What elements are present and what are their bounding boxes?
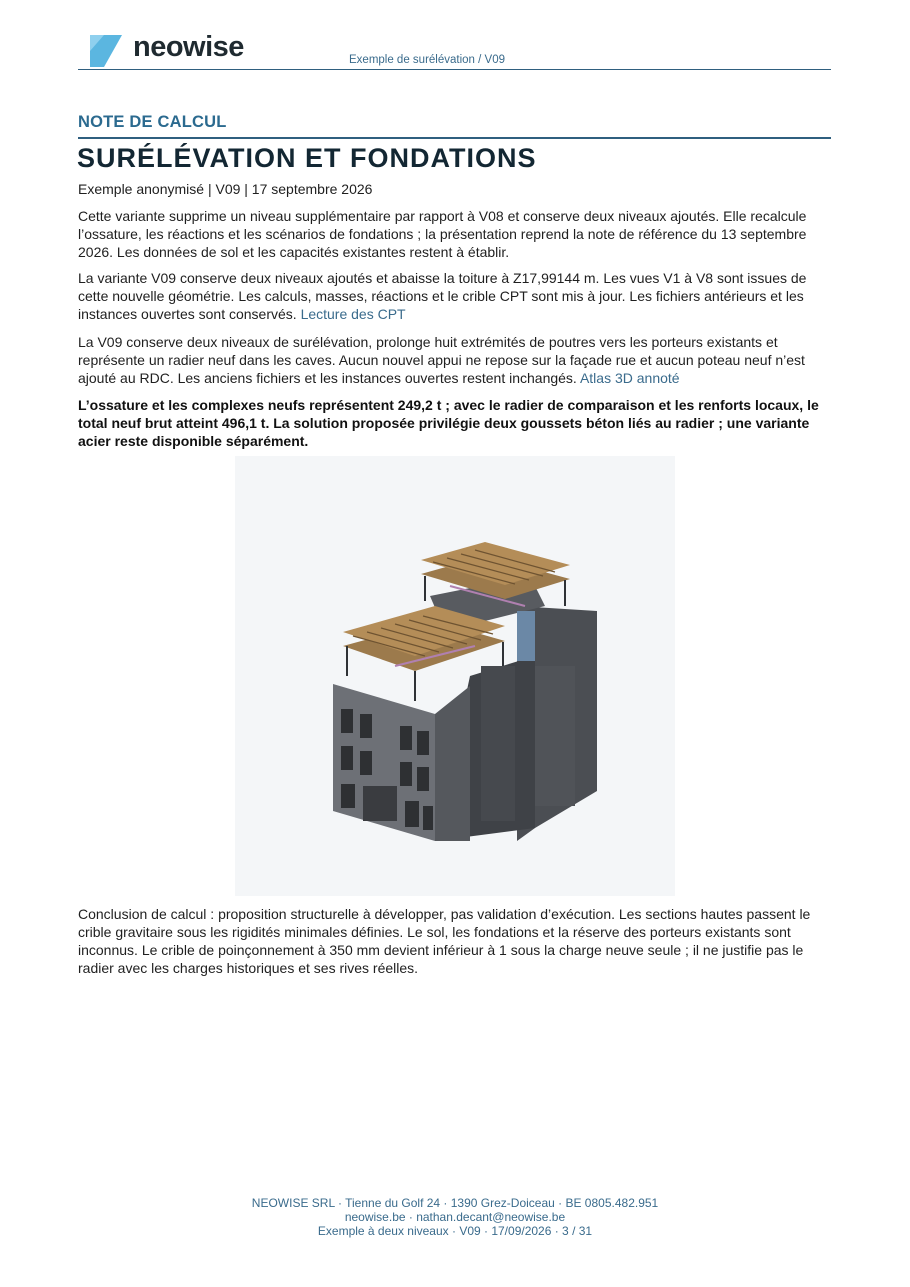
link-cpt[interactable]: Lecture des CPT <box>300 306 406 322</box>
kicker-divider <box>78 137 831 139</box>
paragraph-intro <box>78 207 832 261</box>
neowise-logo-mark-icon <box>90 35 122 67</box>
paragraph-conclusion: Conclusion de calcul : proposition structurelle à développer, pas validation d’exécution. Les sections hautes passent le crible gravitaire sous les rigidités minimales définies. Le sol, les fondations et la réserve des porteurs existants sont inconnus. Le crible de poinçonnement à 350 mm devient inférieur à 1 sous la charge neuve seule ; il ne justifie pas le radier avec les charges historiques et ses rives réelles. <box>78 906 811 976</box>
footer-company-line: NEOWISE SRL · Tienne du Golf 24 · 1390 Grez-Doiceau · BE 0805.482.951 <box>251 1196 659 1210</box>
footer-page-line: Exemple à deux niveaux · V09 · 17/09/2026 · 3 / 31 <box>317 1224 593 1238</box>
link-atlas-3d[interactable]: Atlas 3D annoté <box>579 370 680 386</box>
page-header <box>78 28 831 70</box>
brand-name: neowise <box>133 31 244 63</box>
building-3d-figure <box>235 456 675 896</box>
paragraph-variant <box>78 269 832 323</box>
document-meta: Exemple anonymisé | V09 | 17 septembre 2026 <box>78 181 373 197</box>
running-title: Exemple de surélévation / V09 <box>349 54 505 66</box>
page-footer <box>0 1196 910 1238</box>
paragraph-variant-text: La variante V09 conserve deux niveaux ajoutés et abaisse la toiture à Z17,99144 m. Les vues V1 à V8 sont issues de cette nouvelle géométrie. Les calculs, masses, réactions et le crible CPT sont mis à jour. Les fichiers antérieurs et les instances ouvertes sont conservés. <box>78 270 807 322</box>
paragraph-structure <box>78 333 832 387</box>
paragraph-intro-text: Cette variante supprime un niveau supplémentaire par rapport à V08 et conserve deux niveaux ajoutés. Elle recalcule l’ossature, les réactions et les scénarios de fondations ; la présentation reprend la note de référence du 13 septembre 2026. Les données de sol et les capacités existantes restent à établir. <box>78 208 807 260</box>
footer-contact-line: neowise.be · nathan.decant@neowise.be <box>344 1210 566 1224</box>
building-3d-model-image <box>235 456 675 896</box>
neowise-logo <box>90 31 270 67</box>
section-kicker: NOTE DE CALCUL <box>78 113 227 131</box>
paragraph-structure-text: La V09 conserve deux niveaux de surélévation, prolonge huit extrémités de poutres vers les porteurs existants et représente un radier neuf dans les caves. Aucun nouvel appui ne repose sur la façade rue et aucun poteau neuf n’est ajouté au RDC. Les anciens fichiers et les instances ouvertes restent inchangés. <box>78 334 805 386</box>
page-title: SURÉLÉVATION ET FONDATIONS <box>77 143 537 173</box>
paragraph-summary-bold: L’ossature et les complexes neufs représentent 249,2 t ; avec le radier de comparaison et les renforts locaux, le total neuf brut atteint 496,1 t. La solution proposée privilégie deux goussets béton liés au radier ; une variante acier reste disponible séparément. <box>78 397 819 449</box>
